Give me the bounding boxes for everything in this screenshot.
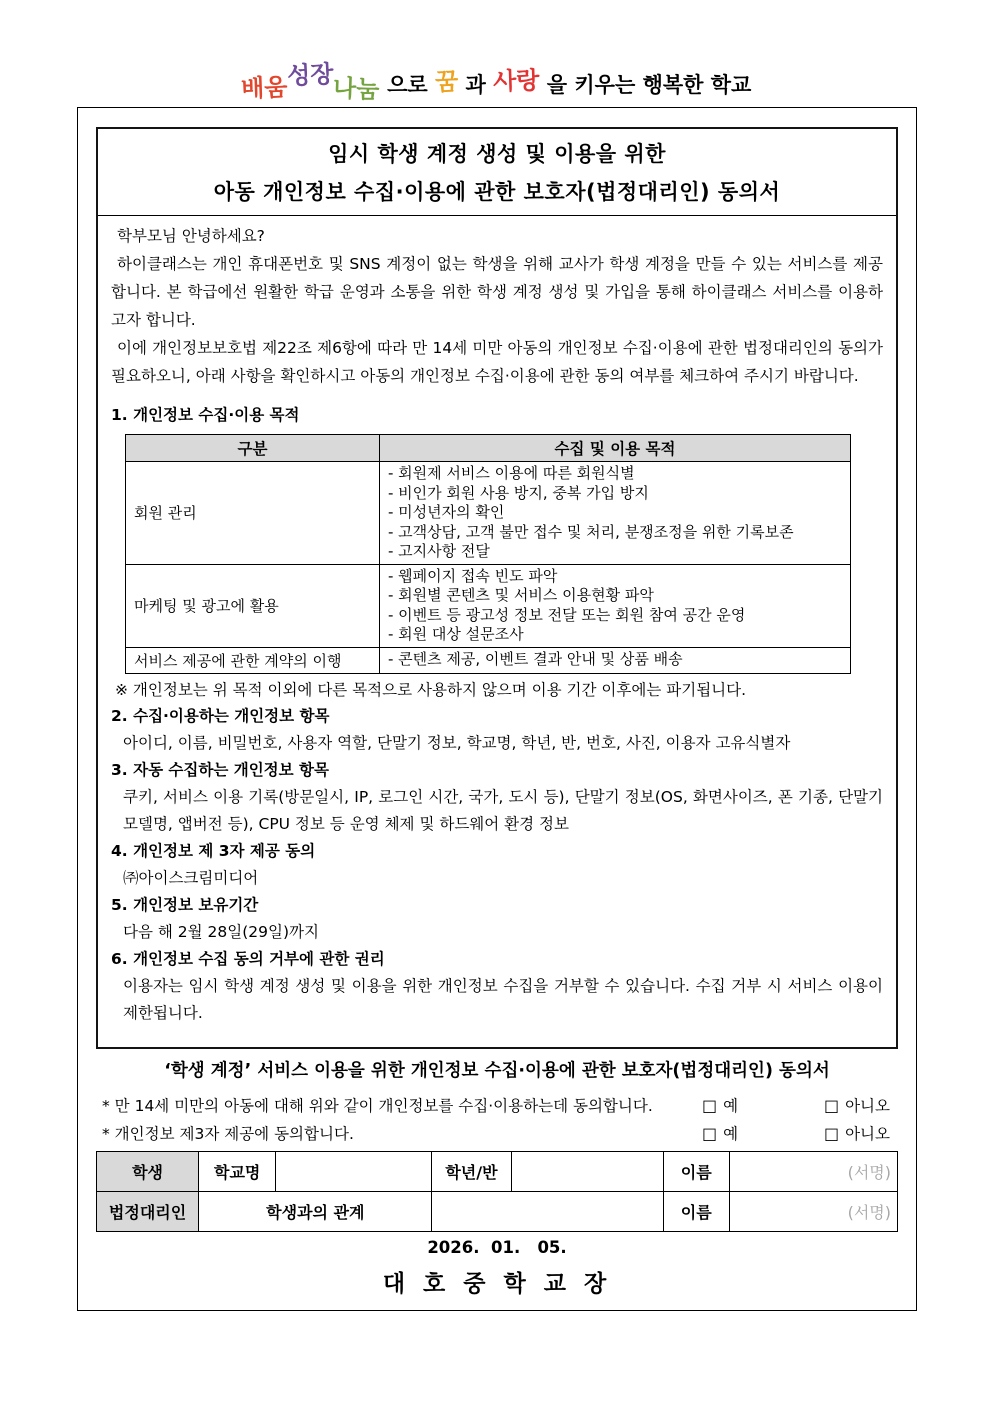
slogan-text: 과: [465, 73, 486, 97]
section-2-number: 2.: [111, 706, 128, 725]
intro-paragraph-2: 이에 개인정보보호법 제22조 제6항에 따라 만 14세 미만 아동의 개인정보 수집·이용에 관한 법정대리인의 동의가 필요하오니, 아래 사항을 확인하시고 아동의 개인정보 수집·이용에 관한 동의 여부를 체크하여 주시기 바랍니다.: [111, 339, 883, 385]
section-4-number: 4.: [111, 841, 128, 860]
purpose-item: - 회원제 서비스 이용에 따른 회원식별: [388, 464, 635, 482]
consent-row-2: [96, 1120, 898, 1148]
relation-label: 학생과의 관계: [199, 1192, 432, 1232]
section-5-number: 5.: [111, 895, 128, 914]
section-3-number: 3.: [111, 760, 128, 779]
slogan-word-baeum: 배움: [240, 73, 288, 103]
slogan-word-kkum: 꿈: [434, 67, 459, 97]
section-3-content: 쿠키, 서비스 이용 기록(방문일시, IP, 로그인 시간, 국가, 도시 등), 단말기 정보(OS, 화면사이즈, 폰 기종, 단말기 모델명, 앱버전 등), CPU 정보 등 운영 체제 및 하드웨어 환경 정보: [123, 787, 883, 833]
section-2-title: 수집·이용하는 개인정보 항목: [133, 706, 330, 725]
document-frame: [77, 107, 917, 1311]
section-6-content: 이용자는 임시 학생 계정 생성 및 이용을 위한 개인정보 수집을 거부할 수 있습니다. 수집 거부 시 서비스 이용이 제한됩니다.: [123, 976, 883, 1022]
signature-table: [96, 1151, 898, 1232]
purpose-item: - 콘텐츠 제공, 이벤트 결과 안내 및 상품 배송: [388, 650, 683, 669]
student-signature-field[interactable]: (서명): [729, 1152, 897, 1192]
intro-paragraphs: [111, 222, 883, 390]
purpose-row1-items: [380, 462, 851, 565]
title-line-2: 아동 개인정보 수집·이용에 관한 보호자(법정대리인) 동의서: [213, 180, 781, 204]
student-role-cell: 학생: [97, 1152, 199, 1192]
purpose-item: - 웹페이지 접속 빈도 파악: [388, 566, 558, 585]
slogan-word-nanum: 나눔: [332, 74, 381, 104]
intro-paragraph-1: 하이클래스는 개인 휴대폰번호 및 SNS 계정이 없는 학생을 위해 교사가 학생 계정을 만들 수 있는 서비스를 제공합니다. 본 학급에선 원활한 학급 운영과 소통을 위한 학생 계정 생성 및 가입을 통해 하이클래스 서비스를 이용하고자 합니다.: [111, 255, 883, 329]
consent-2-no-option[interactable]: [824, 1120, 890, 1148]
section-1-number: 1.: [111, 406, 128, 424]
purpose-row2-items: [380, 564, 851, 647]
title-line-1: 임시 학생 계정 생성 및 이용을 위한: [328, 142, 666, 166]
purpose-col-purpose: 수집 및 이용 목적: [380, 435, 851, 462]
yes-label: 예: [723, 1125, 739, 1143]
purpose-note: ※ 개인정보는 위 목적 이외에 다른 목적으로 사용하지 않으며 이용 기간 이후에는 파기됩니다.: [115, 680, 747, 699]
consent-1-yes-option[interactable]: [702, 1092, 738, 1120]
purpose-item: - 이벤트 등 광고성 정보 전달 또는 회원 참여 공간 운영: [388, 605, 746, 624]
consent-2-yes-option[interactable]: [702, 1120, 738, 1148]
document-date: 2026. 01. 05.: [427, 1238, 567, 1257]
consent-2-yes-checkbox[interactable]: □: [702, 1124, 718, 1143]
section-5-content: 다음 해 2월 28일(29일)까지: [123, 922, 319, 941]
purpose-row1-category: 회원 관리: [126, 462, 380, 565]
section-6-number: 6.: [111, 949, 128, 968]
purpose-row3-category: 서비스 제공에 관한 계약의 이행: [126, 647, 380, 673]
signature-row-student: [97, 1152, 898, 1192]
no-label: 아니오: [845, 1097, 890, 1115]
grade-class-label: 학년/반: [432, 1152, 511, 1192]
school-name-label: 학교명: [199, 1152, 276, 1192]
purpose-table: [125, 434, 851, 674]
guardian-role-cell: 법정대리인: [97, 1192, 199, 1232]
section-3-title: 자동 수집하는 개인정보 항목: [133, 760, 329, 779]
slogan-word-sarang: 사랑: [492, 66, 541, 96]
table-row: [126, 647, 851, 673]
consent-block: [96, 1058, 898, 1148]
purpose-item: - 회원 대상 설문조사: [388, 625, 524, 643]
section-6-heading: [111, 946, 883, 973]
purpose-item: - 회원별 콘텐츠 및 서비스 이용현황 파악: [388, 586, 654, 604]
consent-2-no-checkbox[interactable]: □: [823, 1124, 840, 1143]
purpose-item: - 미성년자의 확인: [388, 503, 505, 521]
student-name-label: 이름: [663, 1152, 729, 1192]
slogan-word-seongjang: 성장: [286, 59, 335, 91]
consent-1-no-option[interactable]: [824, 1092, 890, 1120]
principal-signature: 대 호 중 학 교 장: [382, 1271, 612, 1297]
consent-2-choices: [702, 1120, 890, 1148]
guardian-signature-field[interactable]: (서명): [729, 1192, 897, 1232]
section-4-heading: [111, 838, 883, 865]
purpose-row2-category: 마케팅 및 광고에 활용: [126, 564, 380, 647]
consent-row-1: [96, 1092, 898, 1120]
section-1-heading: [111, 402, 883, 429]
guardian-name-label: 이름: [663, 1192, 729, 1232]
relation-field[interactable]: [432, 1192, 663, 1232]
purpose-item: - 고객상담, 고객 불만 접수 및 처리, 분쟁조정을 위한 기록보존: [388, 522, 794, 541]
notice-box: [96, 127, 898, 1049]
no-label: 아니오: [845, 1125, 890, 1143]
consent-heading: ‘학생 계정’ 서비스 이용을 위한 개인정보 수집·이용에 관한 보호자(법정대리인) 동의서: [164, 1061, 830, 1081]
section-4-title: 개인정보 제 3자 제공 동의: [133, 841, 316, 860]
consent-1-choices: [702, 1092, 890, 1120]
section-5-title: 개인정보 보유기간: [133, 895, 259, 914]
purpose-item: - 고지사항 전달: [388, 542, 490, 560]
table-row: [126, 462, 851, 565]
consent-1-yes-checkbox[interactable]: □: [702, 1096, 718, 1115]
section-5-heading: [111, 892, 883, 919]
purpose-table-header-row: [126, 435, 851, 462]
signature-row-guardian: [97, 1192, 898, 1232]
greeting-text: 학부모님 안녕하세요?: [117, 227, 265, 245]
section-2-content: 아이디, 이름, 비밀번호, 사용자 역할, 단말기 정보, 학교명, 학년, 반, 번호, 사진, 이용자 고유식별자: [123, 733, 791, 752]
yes-label: 예: [723, 1097, 739, 1115]
table-row: [126, 564, 851, 647]
school-slogan: [0, 59, 992, 104]
document-title: [98, 129, 896, 216]
consent-1-no-checkbox[interactable]: □: [823, 1096, 840, 1115]
section-3-heading: [111, 757, 883, 784]
section-1-title: 개인정보 수집·이용 목적: [133, 406, 300, 424]
consent-statement-1: * 만 14세 미만의 아동에 대해 위와 같이 개인정보를 수집·이용하는데 동의합니다.: [102, 1097, 653, 1115]
consent-statement-2: * 개인정보 제3자 제공에 동의합니다.: [102, 1125, 354, 1143]
slogan-text: 으로: [387, 73, 428, 97]
slogan-text: 을 키우는 행복한 학교: [546, 73, 752, 97]
purpose-row3-items: [380, 647, 851, 673]
section-2-heading: [111, 703, 883, 730]
section-4-content: ㈜아이스크림미디어: [123, 868, 259, 887]
school-name-field[interactable]: [276, 1152, 432, 1192]
purpose-item: - 비인가 회원 사용 방지, 중복 가입 방지: [388, 483, 649, 502]
grade-class-field[interactable]: [511, 1152, 663, 1192]
purpose-col-category: 구분: [126, 435, 380, 462]
section-6-title: 개인정보 수집 동의 거부에 관한 권리: [133, 949, 385, 968]
